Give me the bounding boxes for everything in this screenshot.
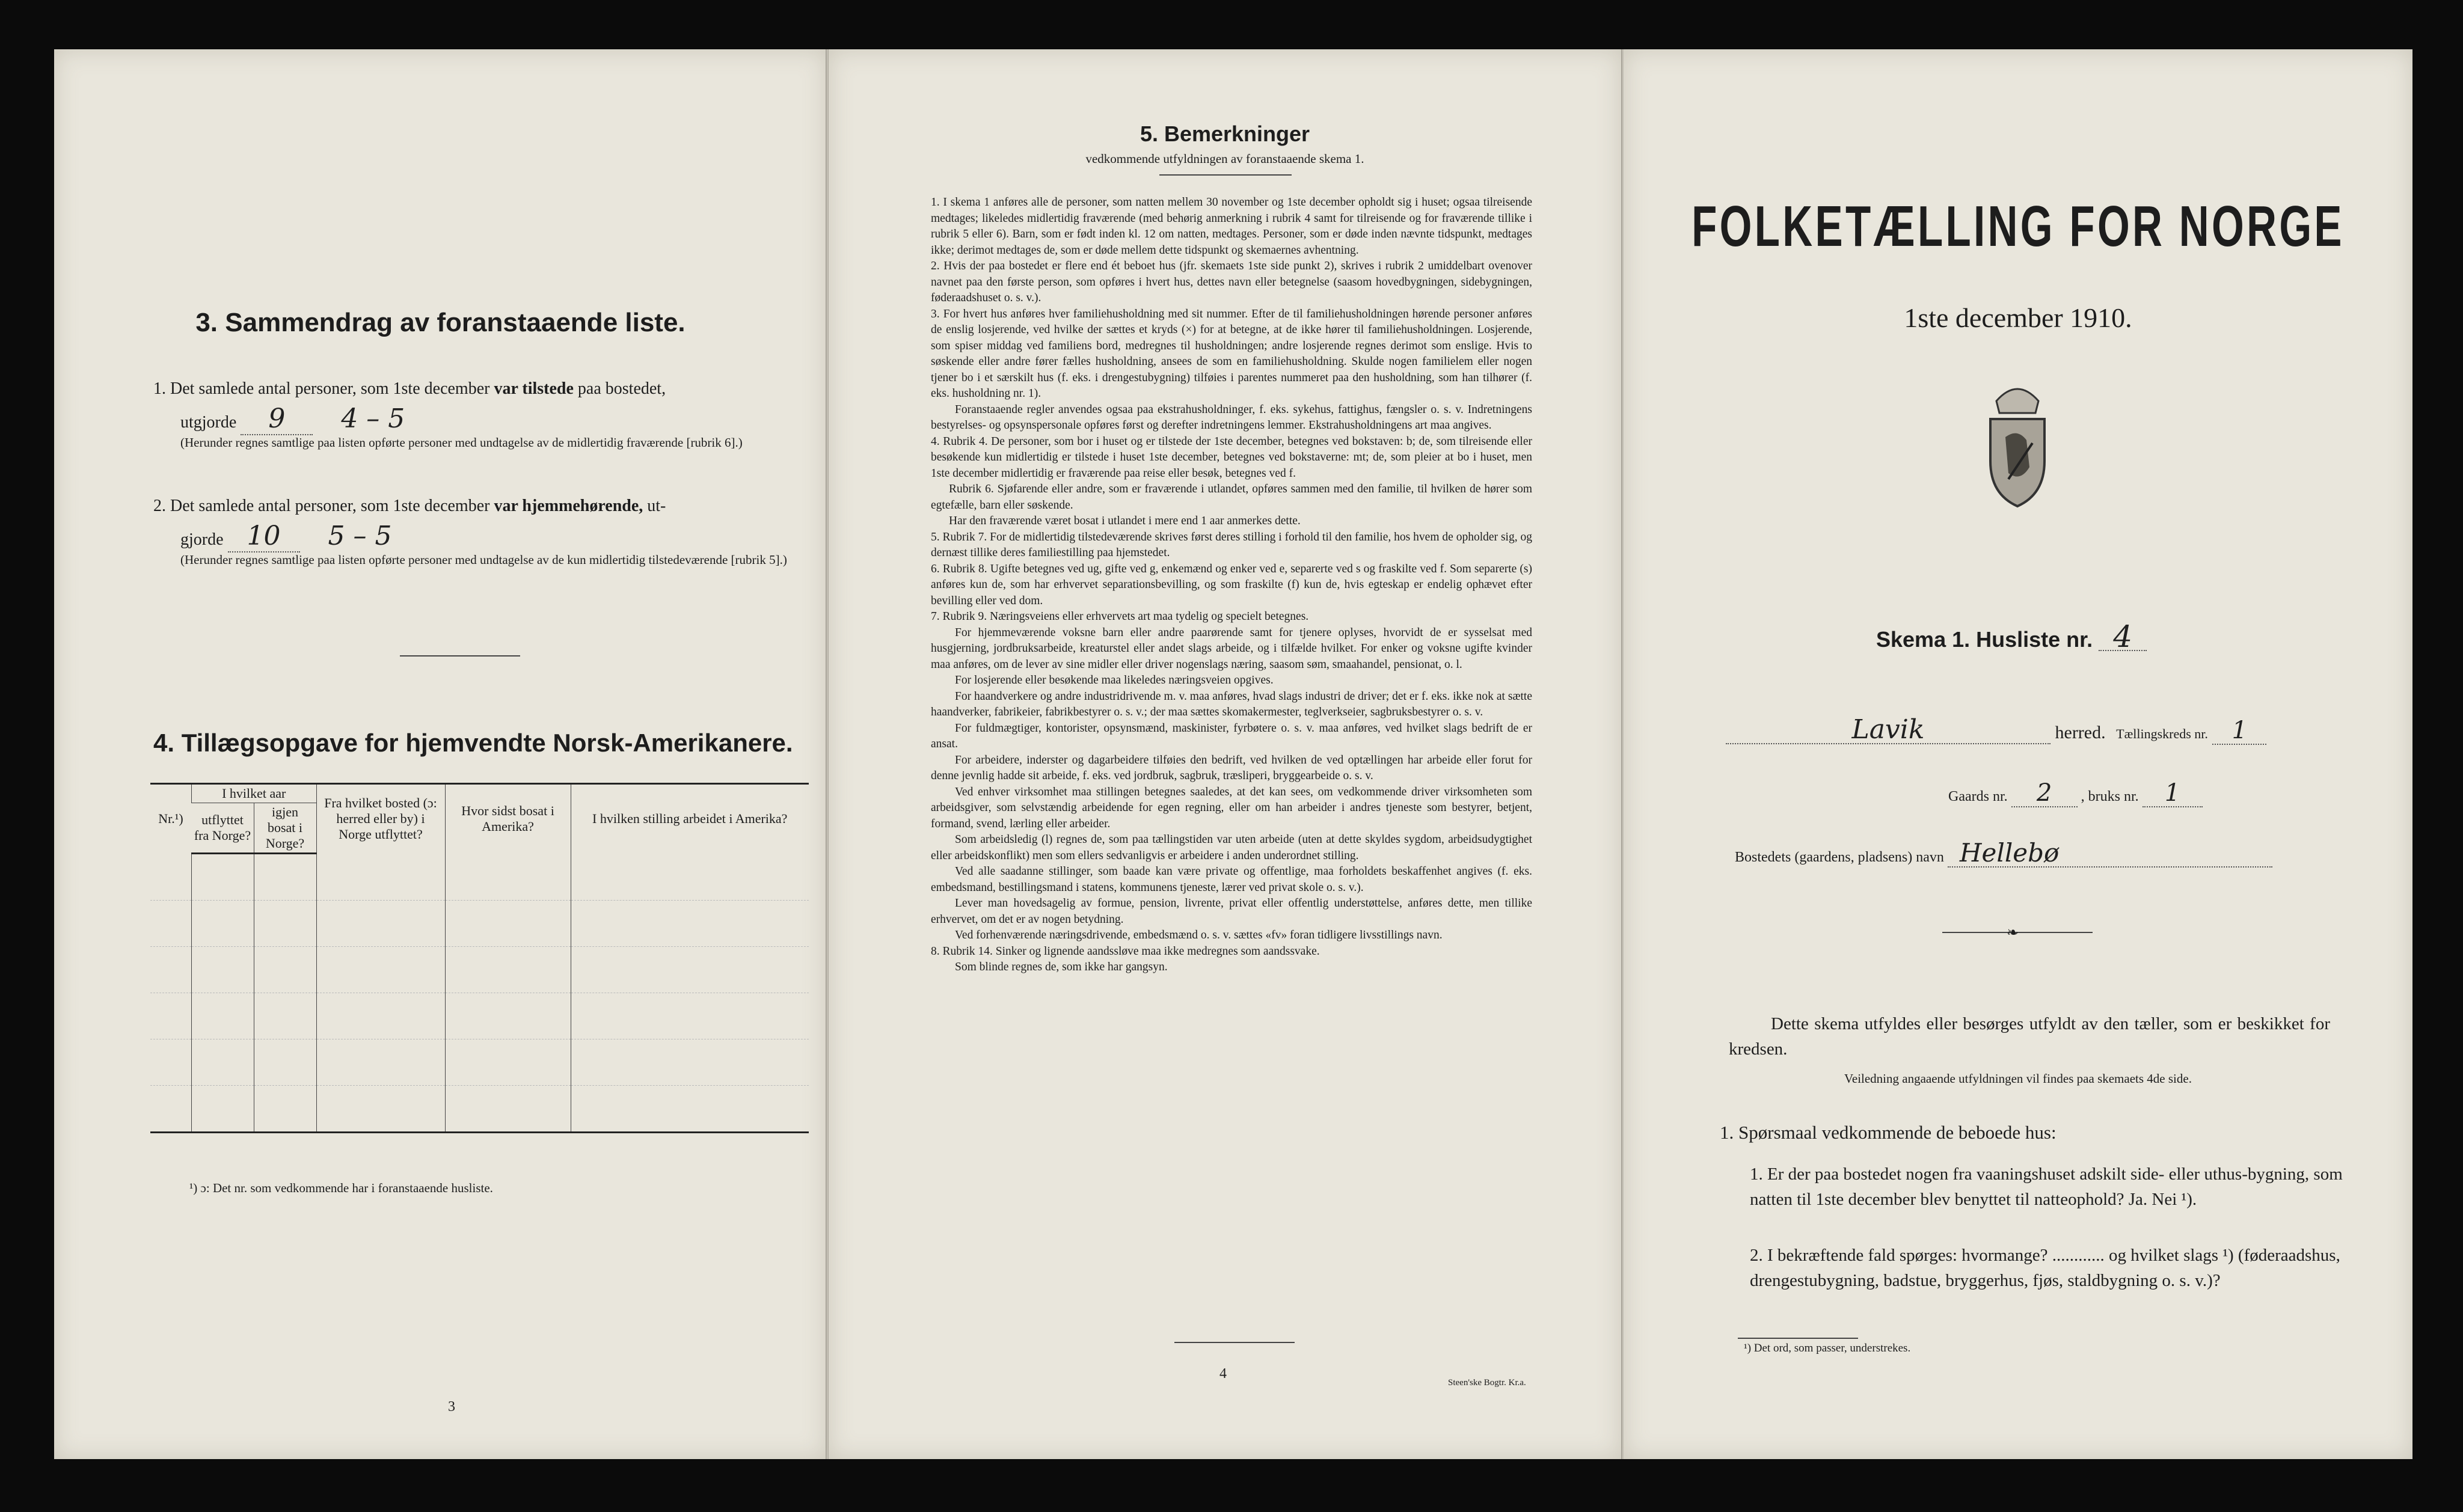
husliste-number: 4 bbox=[2099, 623, 2147, 651]
divider bbox=[1174, 1342, 1295, 1343]
table-row bbox=[150, 993, 809, 1039]
table-footnote: ¹) ɔ: Det nr. som vedkommende har i foranstaaende husliste. bbox=[189, 1181, 493, 1195]
item2-note: (Herunder regnes samtlige paa listen opførte personer med undtagelse av de kun midlertidig tilstedeværende [rubrik 5].) bbox=[180, 552, 787, 567]
col-occupation: I hvilken stilling arbeidet i Amerika? bbox=[571, 784, 809, 854]
form-title: FOLKETÆLLING FOR NORGE bbox=[1692, 194, 2345, 259]
remarks-subheading: vedkommende utfyldningen av foranstaaende skema 1. bbox=[1085, 152, 1364, 166]
herred-line bbox=[1726, 714, 2387, 747]
remark-2: 2. Hvis der paa bostedet er flere end ét beboet hus (jfr. skemaets 1ste side punkt 2), skrives i rubrik 2 umiddelbart ovenover navnet paa den første person, som opføres i hvert hus, dettes navn eller betegnelse (saasom hovedbygningen, sidebygningen, føderaadshuset o. s. v.). bbox=[931, 260, 1532, 304]
item1-text-bold: var tilstede bbox=[494, 379, 574, 398]
handwritten-present-split: 4 – 5 bbox=[341, 403, 405, 434]
herred-name: Lavik bbox=[1726, 717, 2050, 744]
remark-7: 7. Rubrik 9. Næringsveiens eller erhvervets art maa tydelig og specielt betegnes. bbox=[931, 610, 1309, 623]
item2-text-c: gjorde bbox=[180, 530, 224, 549]
remark-4c: Har den fraværende været bosat i utlandet i mere end 1 aar anmerkes dette. bbox=[949, 515, 1301, 527]
ornament-icon: ❧ bbox=[2007, 925, 2019, 941]
section-3-item-1 bbox=[153, 374, 815, 438]
col-from-where: Fra hvilket bosted (ɔ: herred eller by) i Norge utflyttet? bbox=[316, 784, 445, 854]
divider bbox=[400, 655, 520, 657]
footnote: ¹) Det ord, som passer, understrekes. bbox=[1744, 1342, 1911, 1354]
remark-5: 5. Rubrik 7. For de midlertidig tilstedeværende skrives først deres stilling i forhold til den familie, hos hvem de opholder sig, og dernæst tillike deres familiestilling paa hjemstedet. bbox=[931, 530, 1532, 559]
handwritten-present-count: 9 bbox=[241, 404, 313, 435]
item1-text-b: paa bostedet, bbox=[577, 379, 666, 398]
page-left bbox=[54, 49, 827, 1459]
col-emigrated: utflyttet fra Norge? bbox=[192, 803, 254, 854]
table-row bbox=[150, 1086, 809, 1133]
page-middle bbox=[829, 49, 1621, 1459]
remark-7h: Som arbeidsledig (l) regnes de, som paa tællingstiden var uten arbeide (uten at dette skyldes sygdom, arbeidsudygtighet eller arbeidskonflikt) men som ellers sedvanligvis er arbeidere i anden underordnet stilling. bbox=[931, 833, 1532, 862]
item1-note: (Herunder regnes samtlige paa listen opførte personer med undtagelse av de midlertidig fraværende [rubrik 6].) bbox=[180, 435, 743, 450]
remark-7d: For haandverkere og andre industridrivende m. v. maa anføres, hvad slags industri de driver; det er f. eks. ikke nok at sætte haandverker, fabrikeier, fabrikbestyrer o. s. v.; der maa sættes skomakermester, teglverkseier, sagbruksbestyrer o. s. v. bbox=[931, 690, 1532, 718]
remark-8: 8. Rubrik 14. Sinker og lignende aandssløve maa ikke medregnes som aandssvake. bbox=[931, 944, 1320, 958]
page-number: 3 bbox=[448, 1399, 455, 1415]
handwritten-resident-split: 5 – 5 bbox=[328, 521, 392, 551]
remark-7i: Ved alle saadanne stillinger, som baade kan være private og offentlige, maa forholdets beskaffenhet angives (f. eks. embedsmand, bestillingsmand i statens, kommunens tjeneste, lærer ved privat skole o. s. v.). bbox=[931, 865, 1532, 894]
page-number: 4 bbox=[1219, 1366, 1227, 1382]
divider bbox=[1738, 1338, 1858, 1339]
gaard-label: Gaards nr. bbox=[1948, 789, 2008, 804]
krets-label: Tællingskreds nr. bbox=[2116, 726, 2208, 741]
coat-of-arms-icon bbox=[1972, 377, 2063, 512]
skema-label: Skema 1. Husliste nr. bbox=[1876, 627, 2093, 652]
table-row bbox=[150, 854, 809, 901]
question-1: 1. Er der paa bostedet nogen fra vaaningshuset adskilt side- eller uthus-bygning, som natten til 1ste december blev benyttet til natteophold? Ja. Nei ¹). bbox=[1750, 1165, 2343, 1209]
herred-label: herred. bbox=[2055, 723, 2106, 742]
remark-3: 3. For hvert hus anføres hver familiehusholdning med sit nummer. Efter de til familiehusholdningen hørende personer anføres de enslig losjerende, ved hvilke der sættes et kryds (×) for at betegne, at de ikke hører til familiehusholdningen. Losjerende, som spiser middag ved familiens bord, medregnes til husholdningen; andre losjerende regnes derimot som enslige. Hvis to søskende eller andre fører fælles husholdning, ansees de som en familiehusholdning. Skulde nogen familielem eller nogen tjener bo i et særskilt hus (f. eks. i drengestubygning) tilføies i parentes nummeret paa den husholdning, som han tilhører (f. eks. husholdning nr. 1). bbox=[931, 307, 1532, 400]
remark-7j: Lever man hovedsagelig av formue, pension, livrente, privat eller offentlig understøttelse, anføres dette, men tillike erhvervet, om det er av nogen betydning. bbox=[931, 897, 1532, 926]
remarks-body bbox=[931, 195, 1532, 976]
remark-7c: For losjerende eller besøkende maa likeledes næringsveien opgives. bbox=[955, 674, 1274, 687]
remark-1: 1. I skema 1 anføres alle de personer, som natten mellem 30 november og 1ste december opholdt sig i huset; ogsaa tilreisende medtages; likeledes midlertidig fraværende (med behørig anmerkning i rubrik 4 samt for tilreisende og for fraværende tillike i rubrik 5 eller 6). Barn, som er født inden kl. 12 om natten, medtages. Personer, som er døde inden nævnte tidspunkt, medtages ikke; derimot medtages de, som er døde mellem dette tidspunkt og skemaernes avhentning. bbox=[931, 196, 1532, 257]
remarks-heading: 5. Bemerkninger bbox=[1139, 121, 1310, 146]
skema-husliste bbox=[1876, 619, 2147, 654]
page-right bbox=[1624, 49, 2412, 1459]
remark-4: 4. Rubrik 4. De personer, som bor i huset og er tilstede der 1ste december, betegnes ved bokstaven: b; de, som tilreisende eller besøkende kun midlertidig er tilstede i huset 1ste december, betegnes ved bokstaverne: mt; de, som pleier at bo i huset, men 1ste december midlertidig er fraværende paa reise eller besøk, betegnes ved f. bbox=[931, 435, 1532, 480]
table-row bbox=[150, 901, 809, 947]
col-nr: Nr.¹) bbox=[150, 784, 192, 854]
remark-3b: Foranstaaende regler anvendes ogsaa paa ekstrahusholdninger, f. eks. sykehus, fattighus, fængsler o. s. v. Indretningens bestyrelses- og opsynspersonale opføres først og derefter indretningens lemmer. Ekstrahusholdningens art maa angives. bbox=[931, 403, 1532, 432]
remark-6: 6. Rubrik 8. Ugifte betegnes ved ug, gifte ved g, enkemænd og enker ved e, separerte ved s og fraskilte ved f. Som separerte (s) anføres kun de, som har erhvervet separationsbevilling, og som fraskilte (f) kun de, hvis egteskap er endelig ophævet efter bevilling eller ved dom. bbox=[931, 562, 1532, 607]
divider bbox=[1159, 174, 1292, 176]
bosted-name: Hellebø bbox=[1948, 840, 2272, 868]
handwritten-resident-count: 10 bbox=[228, 521, 300, 552]
bruk-number: 1 bbox=[2142, 780, 2203, 807]
printer-credit: Steen'ske Bogtr. Kr.a. bbox=[1448, 1378, 1526, 1388]
question-2: 2. I bekræftende fald spørges: hvormange? ............ og hvilket slags ¹) (føderaadshus, drengestubygning, badstue, bryggerhus, fjøs, staldbygning o. s. v.)? bbox=[1750, 1246, 2340, 1290]
item2-text-b: ut- bbox=[647, 497, 666, 515]
item2-text-a: 2. Det samlede antal personer, som 1ste december bbox=[153, 497, 490, 515]
form-date: 1ste december 1910. bbox=[1904, 302, 2132, 333]
table-row bbox=[150, 1039, 809, 1086]
col-group-year: I hvilket aar bbox=[192, 784, 317, 803]
gaard-line bbox=[1948, 780, 2203, 810]
remark-7b: For hjemmeværende voksne barn eller andre paarørende samt for tjenere oplyses, hvorvidt de er sysselsat med husgjerning, jordbruksarbeide, kreaturstel eller andet slags arbeide, og i tilfælde hvilket. For enker og voksne ugifte kvinder maa anføres, om de lever av sine midler eller driver nogenslags næring, saasom søm, smaahandel, pensionat, o. l. bbox=[931, 626, 1532, 671]
col-returned: igjen bosat i Norge? bbox=[254, 803, 316, 854]
bruk-label: , bruks nr. bbox=[2081, 789, 2139, 804]
guide-text: Veiledning angaaende utfyldningen vil findes paa skemaets 4de side. bbox=[1844, 1071, 2192, 1086]
item2-text-bold: var hjemmehørende, bbox=[494, 497, 643, 515]
col-last-america: Hvor sidst bosat i Amerika? bbox=[445, 784, 571, 854]
remark-7f: For arbeidere, inderster og dagarbeidere tilføies den bedrift, ved hvilken de ved optællingen har arbeide eller forut for denne jevnlig hadde sit arbeide, f. eks. ved jordbruk, sagbruk, træsliperi, bryggearbeide o. s. v. bbox=[931, 753, 1532, 782]
item1-text-c: utgjorde bbox=[180, 413, 237, 432]
gaard-number: 2 bbox=[2011, 780, 2078, 807]
table-row bbox=[150, 947, 809, 993]
instruction-text: Dette skema utfyldes eller besørges utfyldt av den tæller, som er beskikket for kredsen. bbox=[1729, 1014, 2330, 1059]
remark-8b: Som blinde regnes de, som ikke har gangsyn. bbox=[955, 961, 1168, 973]
krets-number: 1 bbox=[2212, 717, 2266, 745]
norsk-amerikanere-table bbox=[150, 783, 809, 1133]
remark-4b: Rubrik 6. Sjøfarende eller andre, som er fraværende i utlandet, opføres sammen med den familie, til hvilken de hører som egtefælle, barn eller søskende. bbox=[931, 483, 1532, 512]
remark-7e: For fuldmægtiger, kontorister, opsynsmænd, maskinister, fyrbøtere o. s. v. maa anføres, ved hvilket slags bedrift de er ansat. bbox=[931, 721, 1532, 750]
bosted-label: Bostedets (gaardens, pladsens) navn bbox=[1735, 849, 1944, 865]
section-3-heading: 3. Sammendrag av foranstaaende liste. bbox=[195, 308, 686, 337]
remark-7g: Ved enhver virksomhet maa stillingen betegnes saaledes, at det kan sees, om vedkommende driver virksomheten som arbeidsgiver, som selvstændig arbeidende for egen regning, eller om han arbeider i andres tjeneste som bestyrer, betjent, formand, svend, lærling eller arbeider. bbox=[931, 785, 1532, 830]
remark-7k: Ved forhenværende næringsdrivende, embedsmænd o. s. v. sættes «fv» foran tidligere livsstillings navn. bbox=[955, 929, 1443, 941]
section-3-item-2 bbox=[153, 491, 815, 555]
bosted-line bbox=[1735, 840, 2272, 871]
section-4-heading: 4. Tillægsopgave for hjemvendte Norsk-Amerikanere. bbox=[153, 729, 793, 757]
item1-text-a: 1. Det samlede antal personer, som 1ste december bbox=[153, 379, 490, 398]
questions-heading: 1. Spørsmaal vedkommende de beboede hus: bbox=[1720, 1122, 2057, 1143]
